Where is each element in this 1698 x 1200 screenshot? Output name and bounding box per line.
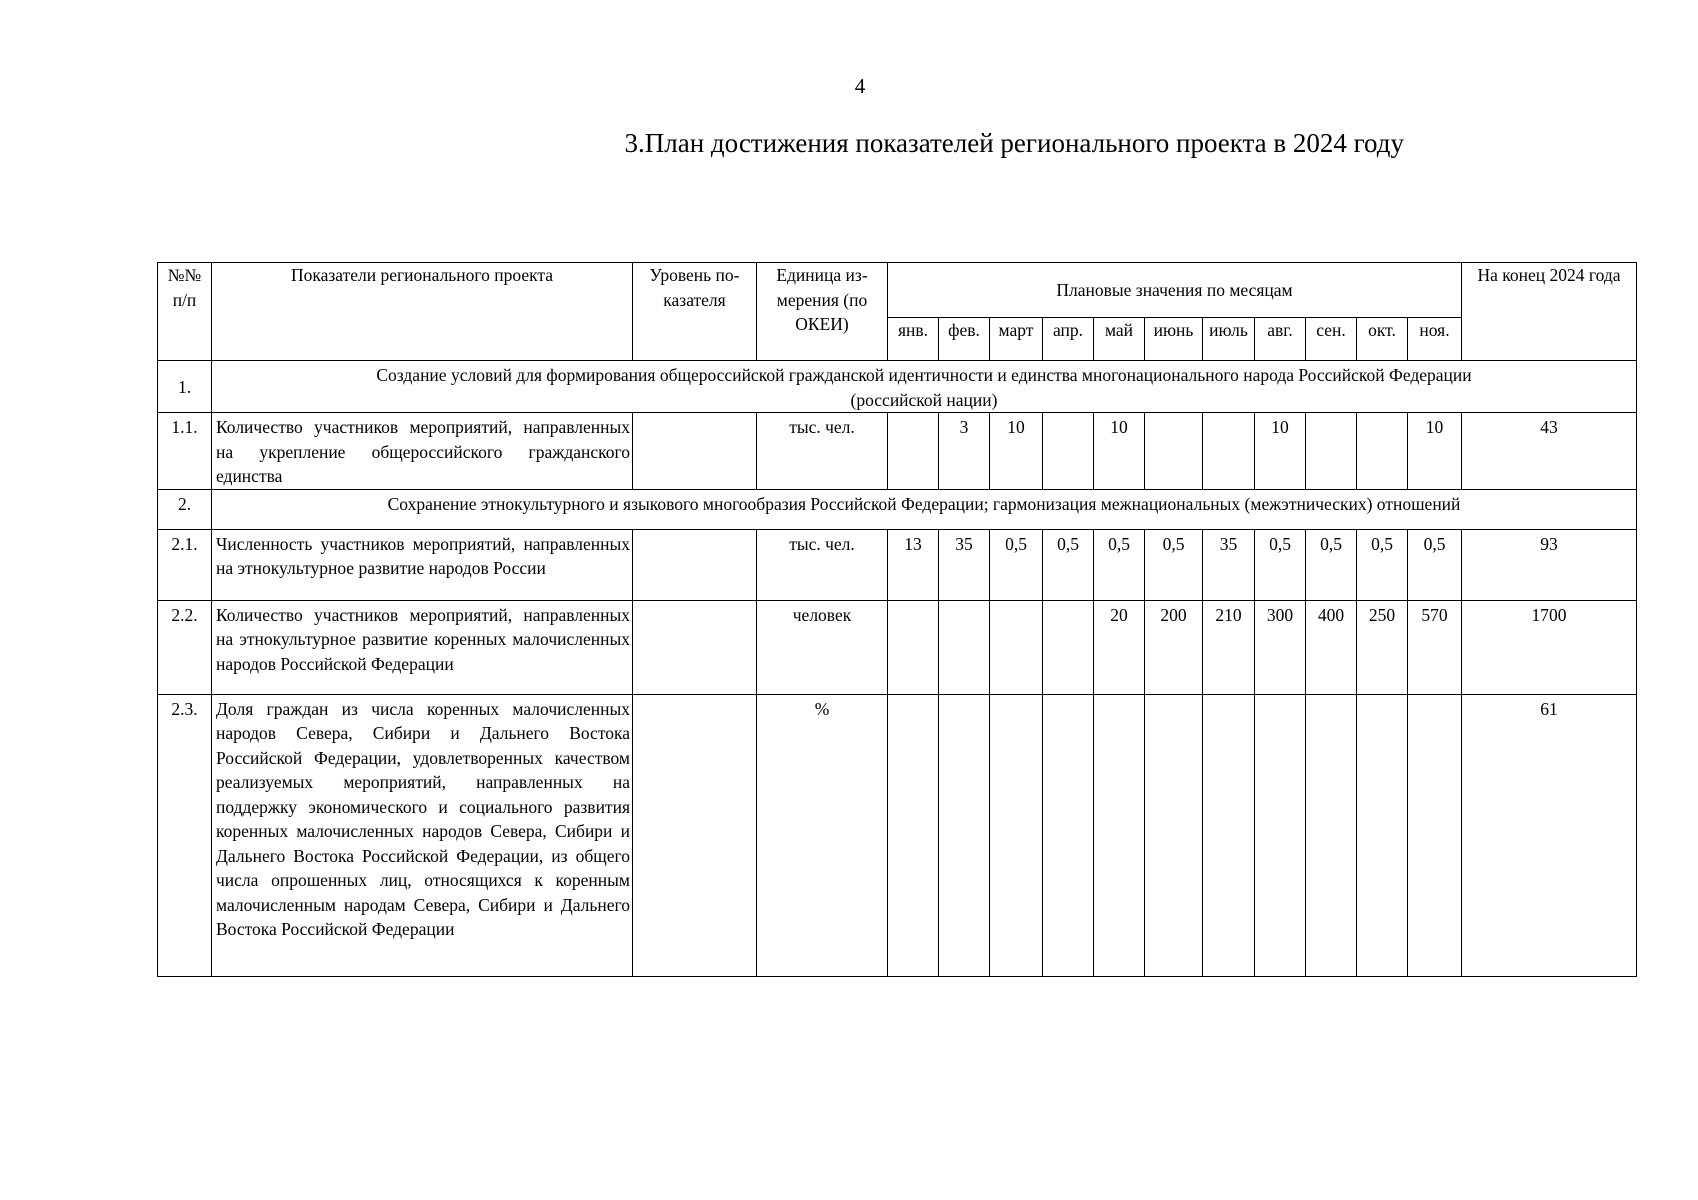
month-header: авг. bbox=[1255, 318, 1306, 361]
page-title: 3.План достижения показателей регионального проекта в 2024 году bbox=[624, 128, 1404, 158]
header-indicator: Показатели регионального проекта bbox=[212, 263, 633, 361]
end-year-value: 61 bbox=[1462, 694, 1637, 976]
indicator-unit: % bbox=[757, 694, 888, 976]
month-value: 210 bbox=[1203, 600, 1255, 694]
month-value: 200 bbox=[1145, 600, 1203, 694]
month-value bbox=[1145, 413, 1203, 490]
month-value: 0,5 bbox=[1306, 529, 1357, 600]
month-value: 20 bbox=[1094, 600, 1145, 694]
month-header: март bbox=[990, 318, 1043, 361]
month-value: 35 bbox=[1203, 529, 1255, 600]
month-value: 570 bbox=[1408, 600, 1462, 694]
month-value bbox=[1145, 694, 1203, 976]
section-number: 2. bbox=[158, 489, 212, 529]
indicator-row bbox=[158, 600, 1637, 694]
month-header: янв. bbox=[888, 318, 939, 361]
month-value bbox=[1306, 694, 1357, 976]
month-value: 0,5 bbox=[990, 529, 1043, 600]
month-value bbox=[1203, 694, 1255, 976]
indicator-name: Количество участников мероприятий, направленных на укрепление общероссийского гражданского единства bbox=[212, 413, 633, 490]
indicator-level bbox=[633, 694, 757, 976]
month-value bbox=[1306, 413, 1357, 490]
month-value: 10 bbox=[990, 413, 1043, 490]
indicator-name: Количество участников мероприятий, направленных на этнокультурное развитие коренных малочисленных народов Российской Федерации bbox=[212, 600, 633, 694]
month-value bbox=[1357, 413, 1408, 490]
indicator-unit: тыс. чел. bbox=[757, 529, 888, 600]
month-value: 0,5 bbox=[1357, 529, 1408, 600]
month-value bbox=[990, 600, 1043, 694]
indicator-unit: человек bbox=[757, 600, 888, 694]
month-value: 0,5 bbox=[1043, 529, 1094, 600]
month-header: фев. bbox=[939, 318, 990, 361]
month-value: 10 bbox=[1094, 413, 1145, 490]
end-year-value: 93 bbox=[1462, 529, 1637, 600]
row-number: 2.2. bbox=[158, 600, 212, 694]
month-value: 0,5 bbox=[1094, 529, 1145, 600]
month-value bbox=[990, 694, 1043, 976]
row-number: 2.3. bbox=[158, 694, 212, 976]
indicator-level bbox=[633, 600, 757, 694]
month-value: 0,5 bbox=[1408, 529, 1462, 600]
month-header: июль bbox=[1203, 318, 1255, 361]
section-title: Создание условий для формирования общероссийской гражданской идентичности и единства многонационального народа Российской Федерации (российской нации) bbox=[212, 361, 1637, 413]
month-value bbox=[1357, 694, 1408, 976]
month-value: 0,5 bbox=[1255, 529, 1306, 600]
month-header: ноя. bbox=[1408, 318, 1462, 361]
month-value bbox=[1043, 694, 1094, 976]
indicator-name: Доля граждан из числа коренных малочисленных народов Севера, Сибири и Дальнего Востока Российской Федерации, удовлетворенных качеством реализуемых мероприятий, направленных на поддержку экономического и социального развития коренных малочисленных народов Севера, Сибири и Дальнего Востока Российской Федерации, из общего числа опрошенных лиц, относящихся к коренным малочисленным народам Севера, Сибири и Дальнего Востока Российской Федерации bbox=[212, 694, 633, 976]
month-value bbox=[888, 600, 939, 694]
month-value bbox=[1408, 694, 1462, 976]
month-value: 10 bbox=[1255, 413, 1306, 490]
row-number: 2.1. bbox=[158, 529, 212, 600]
indicator-row bbox=[158, 413, 1637, 490]
header-level: Уровень по-казателя bbox=[633, 263, 757, 361]
header-end-year: На конец 2024 года bbox=[1462, 263, 1637, 361]
indicator-unit: тыс. чел. bbox=[757, 413, 888, 490]
section-row bbox=[158, 361, 1637, 413]
month-value bbox=[1043, 413, 1094, 490]
month-value bbox=[1094, 694, 1145, 976]
indicator-name: Численность участников мероприятий, направленных на этнокультурное развитие народов России bbox=[212, 529, 633, 600]
section-number: 1. bbox=[158, 361, 212, 413]
row-number: 1.1. bbox=[158, 413, 212, 490]
month-value: 3 bbox=[939, 413, 990, 490]
indicator-level bbox=[633, 529, 757, 600]
page-number: 4 bbox=[854, 74, 866, 98]
header-monthly: Плановые значения по месяцам bbox=[888, 263, 1462, 318]
indicator-row bbox=[158, 529, 1637, 600]
month-value bbox=[1203, 413, 1255, 490]
plan-table bbox=[157, 262, 1637, 977]
indicator-level bbox=[633, 413, 757, 490]
section-title: Сохранение этнокультурного и языкового многообразия Российской Федерации; гармонизация межнациональных (межэтнических) отношений bbox=[212, 489, 1637, 529]
section-row bbox=[158, 489, 1637, 529]
header-unit: Единица из-мерения (по ОКЕИ) bbox=[757, 263, 888, 361]
month-value: 300 bbox=[1255, 600, 1306, 694]
month-value: 0,5 bbox=[1145, 529, 1203, 600]
month-value: 250 bbox=[1357, 600, 1408, 694]
header-row bbox=[158, 263, 1637, 318]
month-value: 10 bbox=[1408, 413, 1462, 490]
month-value: 13 bbox=[888, 529, 939, 600]
month-value bbox=[939, 600, 990, 694]
month-header: апр. bbox=[1043, 318, 1094, 361]
month-header: июнь bbox=[1145, 318, 1203, 361]
month-header: окт. bbox=[1357, 318, 1408, 361]
month-value bbox=[1043, 600, 1094, 694]
month-value bbox=[1255, 694, 1306, 976]
month-value: 400 bbox=[1306, 600, 1357, 694]
month-value: 35 bbox=[939, 529, 990, 600]
end-year-value: 43 bbox=[1462, 413, 1637, 490]
month-value bbox=[888, 413, 939, 490]
month-header: май bbox=[1094, 318, 1145, 361]
header-num: №№ п/п bbox=[158, 263, 212, 361]
indicator-row bbox=[158, 694, 1637, 976]
month-header: сен. bbox=[1306, 318, 1357, 361]
month-value bbox=[939, 694, 990, 976]
end-year-value: 1700 bbox=[1462, 600, 1637, 694]
month-value bbox=[888, 694, 939, 976]
